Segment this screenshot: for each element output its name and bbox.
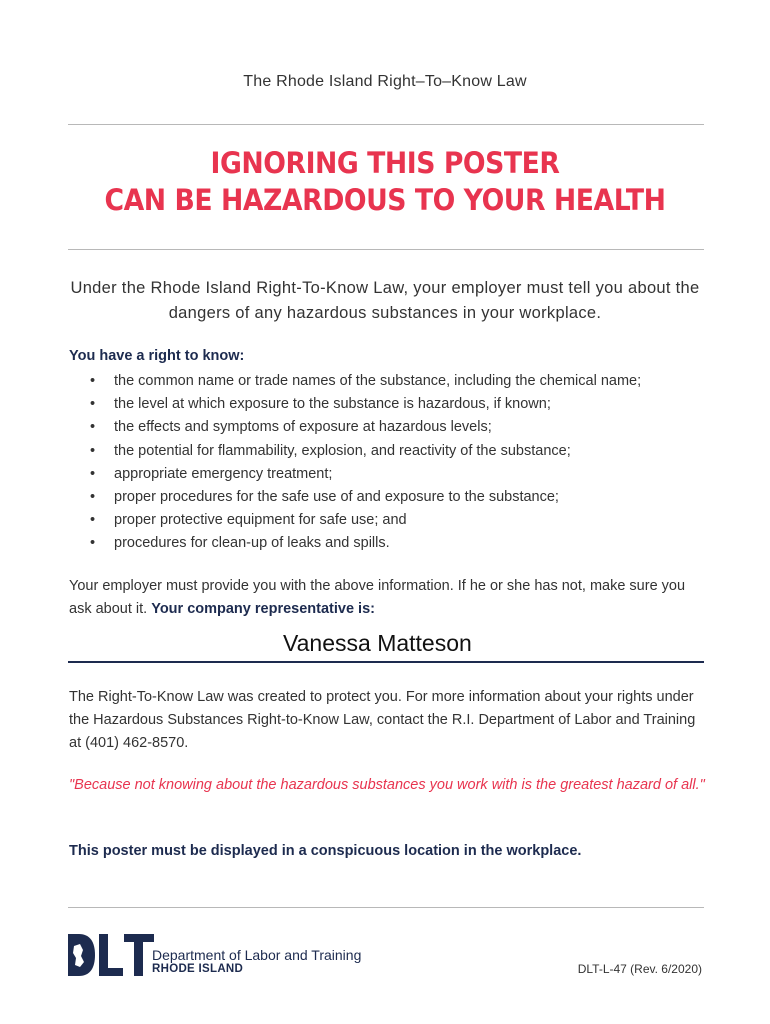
- dlt-logo: [68, 932, 362, 978]
- rights-heading: You have a right to know:: [69, 348, 245, 364]
- rights-list-item: [90, 509, 641, 532]
- protect-paragraph: The Right-To-Know Law was created to protect you. For more information about your rights under the Hazardous Substances Right-to-Know Law, contact the R.I. Department of Labor and Training at (401) 462-8570.: [69, 689, 696, 751]
- rights-item-text: appropriate emergency treatment;: [114, 465, 333, 482]
- bullet-icon: •: [90, 489, 96, 506]
- headline: [31, 145, 739, 219]
- bullet-icon: •: [90, 465, 96, 482]
- divider-top: [68, 124, 704, 125]
- logo-department-name: Department of Labor and Training: [152, 947, 362, 963]
- employer-text: Your employer must provide you with the above information. If he or she has not, make sure you ask about it.: [69, 578, 686, 617]
- rep-label: Your company representative is:: [151, 601, 375, 617]
- rights-list-item: [90, 463, 641, 486]
- form-id: DLT-L-47 (Rev. 6/2020): [577, 962, 702, 976]
- rights-item-text: the common name or trade names of the substance, including the chemical name;: [114, 373, 642, 389]
- bullet-icon: •: [90, 396, 96, 413]
- bullet-icon: •: [90, 535, 96, 552]
- rights-list-item: [90, 416, 641, 439]
- rights-list-item: [90, 440, 641, 463]
- bullet-icon: •: [90, 442, 96, 459]
- rights-item-text: procedures for clean-up of leaks and spills.: [114, 535, 390, 552]
- employer-paragraph: [69, 575, 709, 621]
- headline-line-1: IGNORING THIS POSTER: [210, 146, 560, 180]
- bullet-icon: •: [90, 373, 96, 389]
- dlt-logo-mark-icon: [68, 932, 154, 978]
- rights-item-text: proper procedures for the safe use of and exposure to the substance;: [114, 489, 559, 506]
- divider-headline: [68, 249, 704, 250]
- rights-list-item: [90, 486, 641, 509]
- logo-state-name: RHODE ISLAND: [152, 963, 244, 975]
- display-note: This poster must be displayed in a conspicuous location in the workplace.: [69, 843, 582, 859]
- quote: "Because not knowing about the hazardous substances you work with is the greatest hazard of all.": [69, 777, 705, 793]
- bullet-icon: •: [90, 512, 96, 529]
- intro-paragraph: Under the Rhode Island Right-To-Know Law, your employer must tell you about the dangers of any hazardous substances in your workplace.: [70, 279, 700, 322]
- divider-footer: [68, 907, 704, 908]
- representative-underline: [68, 661, 704, 663]
- rights-list-item: [90, 532, 641, 555]
- rights-item-text: the potential for flammability, explosion, and reactivity of the substance;: [114, 442, 571, 459]
- headline-line-2: CAN BE HAZARDOUS TO YOUR HEALTH: [104, 183, 666, 217]
- rights-item-text: the effects and symptoms of exposure at hazardous levels;: [114, 419, 492, 436]
- rights-list-item: [90, 393, 641, 416]
- law-title: The Rhode Island Right–To–Know Law: [243, 73, 527, 90]
- rights-item-text: proper protective equipment for safe use; and: [114, 512, 407, 529]
- bullet-icon: •: [90, 419, 96, 436]
- rights-list: [90, 370, 641, 556]
- company-representative-name: Vanessa Matteson: [283, 630, 472, 656]
- rights-item-text: the level at which exposure to the substance is hazardous, if known;: [114, 396, 551, 413]
- rights-list-item: [90, 370, 641, 393]
